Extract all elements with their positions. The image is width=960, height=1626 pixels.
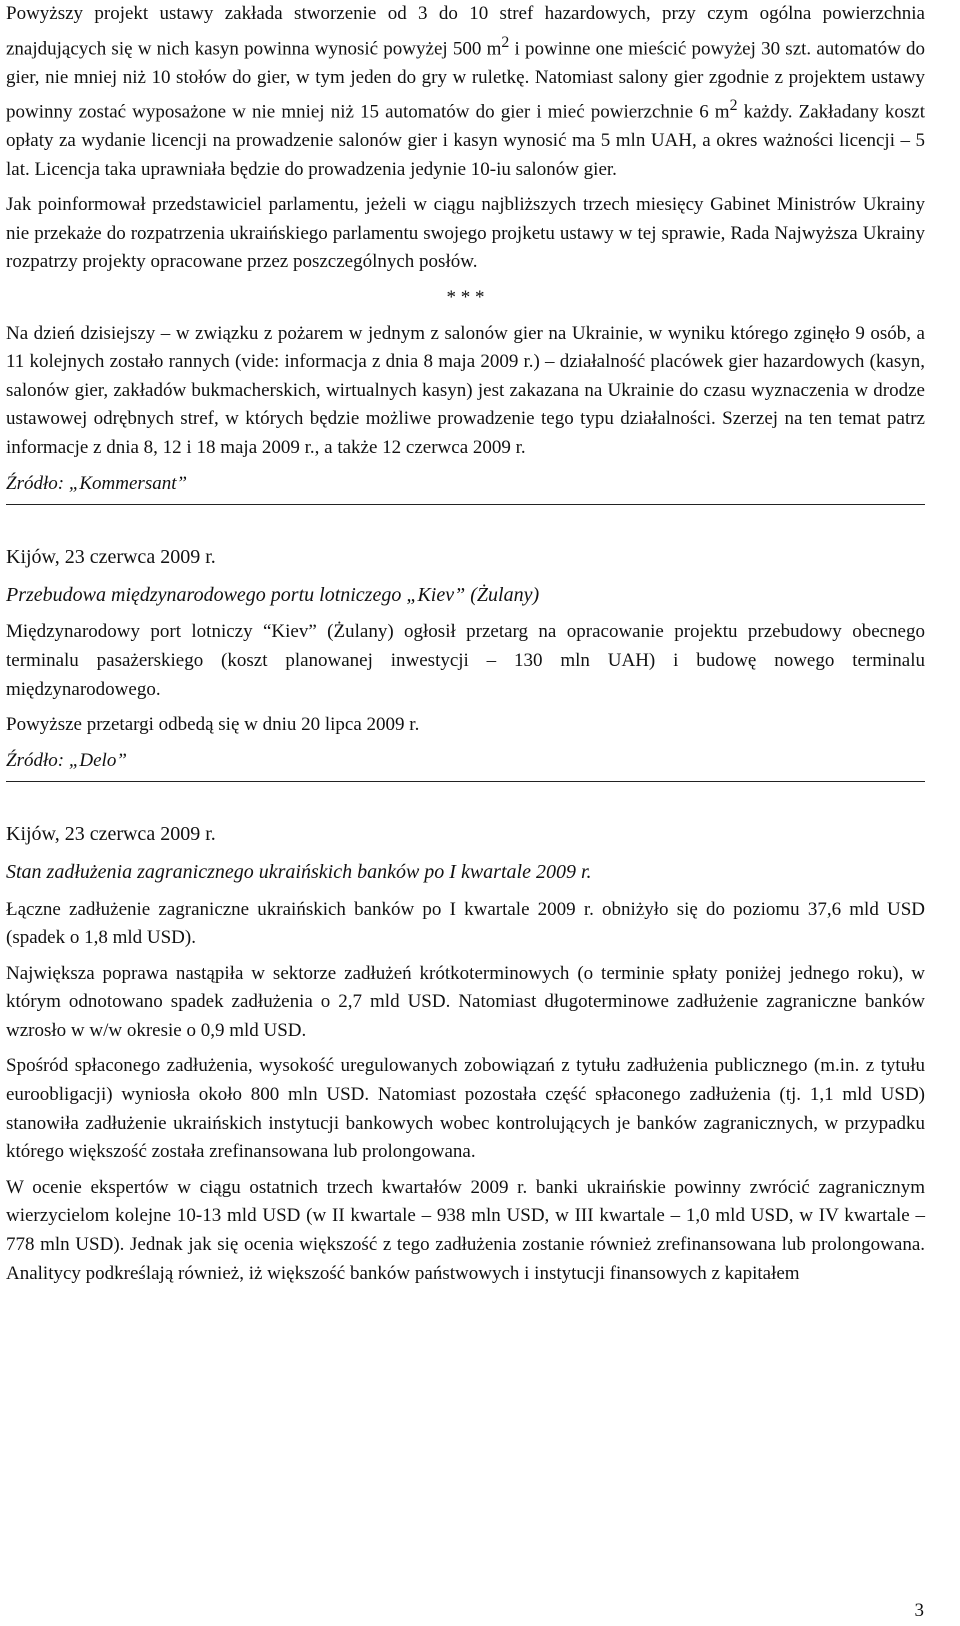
superscript: 2 [501, 33, 510, 51]
paragraph-tender-date: Powyższe przetargi odbedą się w dniu 20 lipca 2009 r. [6, 714, 420, 736]
dateline: Kijów, 23 czerwca 2009 r. [6, 546, 216, 569]
dateline: Kijów, 23 czerwca 2009 r. [6, 823, 216, 846]
section-separator: * * * [446, 287, 485, 308]
paragraph-total-debt: Łączne zadłużenie zagraniczne ukraińskich banków po I kwartale 2009 r. obniżyło się do poziomu 37,6 mld USD (spadek o 1,8 mld USD). [6, 898, 925, 949]
paragraph-gambling-zones: Powyższy projekt ustawy zakłada stworzenie od 3 do 10 stref hazardowych, przy czym ogólna powierzchnia znajdujących się w nich kasyn powinna wynosić powyżej 500 $m^2$ i powinne one mieścić powyżej 30 szt. automatów do gier, nie mniej niż 10 stołów do gier, w tym jeden do gry w ruletkę. Natomiast salony gier zgodnie z projektem ustawy powinny zostać wyposażone w nie mniej niż 15 automatów do gier i mieć powierzchnie 6 $m^2$ każdy. Zakładany koszt opłaty za wydanie licencji na prowadzenie salonów gier i kasyn wynosić ma 5 mln UAH, a okres ważności licencji – 5 lat. Licencja taka uprawniała będzie do prowadzenia jedynie 10-iu salonów gier. [6, 3, 925, 180]
paragraph-short-term: Największa poprawa nastąpiła w sektorze zadłużeń krótkoterminowych (o terminie spłaty poniżej jednego roku), w którym odnotowano spadek zadłużenia o 2,7 mld USD. Natomiast długoterminowe zadłużenie zagraniczne banków wzrosło w w/w okresie o 0,9 mld USD. [6, 962, 925, 1041]
paragraph-repaid-debt: Spośród spłaconego zadłużenia, wysokość uregulowanych zobowiązań z tytułu zadłużenia publicznego (m.in. z tytułu euroobligacji) wyniosła około 800 mln USD. Natomiast pozostała część spłaconego zadłużenia (tj. 1,1 mld USD) stanowiła zadłużenie ukraińskich instytucji bankowych wobec kontrolujących je banków zagranicznych, w przypadku którego większość została zrefinansowana lub prolongowana. [6, 1055, 925, 1163]
source-line: Źródło: „Delo” [6, 749, 127, 771]
page-number: 3 [914, 1600, 924, 1621]
paragraph-airport-tender: Międzynarodowy port lotniczy “Kiev” (Żulany) ogłosił przetarg na opracowanie projektu przebudowy obecnego terminalu pasażerskiego (koszt planowanej inwestycji – 130 mln UAH) i budowę nowego terminalu międzynarodowego. [6, 621, 925, 700]
article-headline: Stan zadłużenia zagranicznego ukraińskich banków po I kwartale 2009 r. [6, 860, 592, 883]
article-headline: Przebudowa międzynarodowego portu lotniczego „Kiev” (Żulany) [6, 583, 540, 606]
paragraph-parliament: Jak poinformował przedstawiciel parlamentu, jeżeli w ciągu najbliższych trzech miesięcy Gabinet Ministrów Ukrainy nie przekaże do rozpatrzenia ukraińskiego parlamentu swojego projketu ustawy w tej sprawie, Rada Najwyższa Ukrainy rozpatrzy projekty opracowane przez poszczególnych posłów. [6, 194, 925, 273]
superscript: 2 [729, 97, 738, 115]
document-page [6, 0, 925, 1288]
paragraph-expert-forecast: W ocenie ekspertów w ciągu ostatnich trzech kwartałów 2009 r. banki ukraińskie powinny zwrócić zagranicznym wierzycielom kolejne 10-13 mld USD (w II kwartale – 938 mln USD, w III kwartale – 1,0 mld USD, w IV kwartale – 778 mln USD). Jednak jak się ocenia większość z tego zadłużenia zostanie również zrefinansowana lub prolongowana. Analitycy podkreślają również, iż większość banków państwowych i instytucji finansowych z kapitałem [6, 1176, 925, 1284]
source-line: Źródło: „Kommersant” [6, 472, 188, 494]
paragraph-gambling-ban: Na dzień dzisiejszy – w związku z pożarem w jednym z salonów gier na Ukrainie, w wyniku którego zginęło 9 osób, a 11 kolejnych zostało rannych (vide: informacja z dnia 8 maja 2009 r.) – działalność placówek gier hazardowych (kasyn, salonów gier, zakładów bukmacherskich, wirtualnych kasyn) jest zakazana na Ukrainie do czasu wyznaczenia w drodze ustawowej odrębnych stref, w których będzie możliwe prowadzenie tego typu działalności. Szerzej na ten temat patrz informacje z dnia 8, 12 i 18 maja 2009 r., a także 12 czerwca 2009 r. [6, 322, 925, 458]
